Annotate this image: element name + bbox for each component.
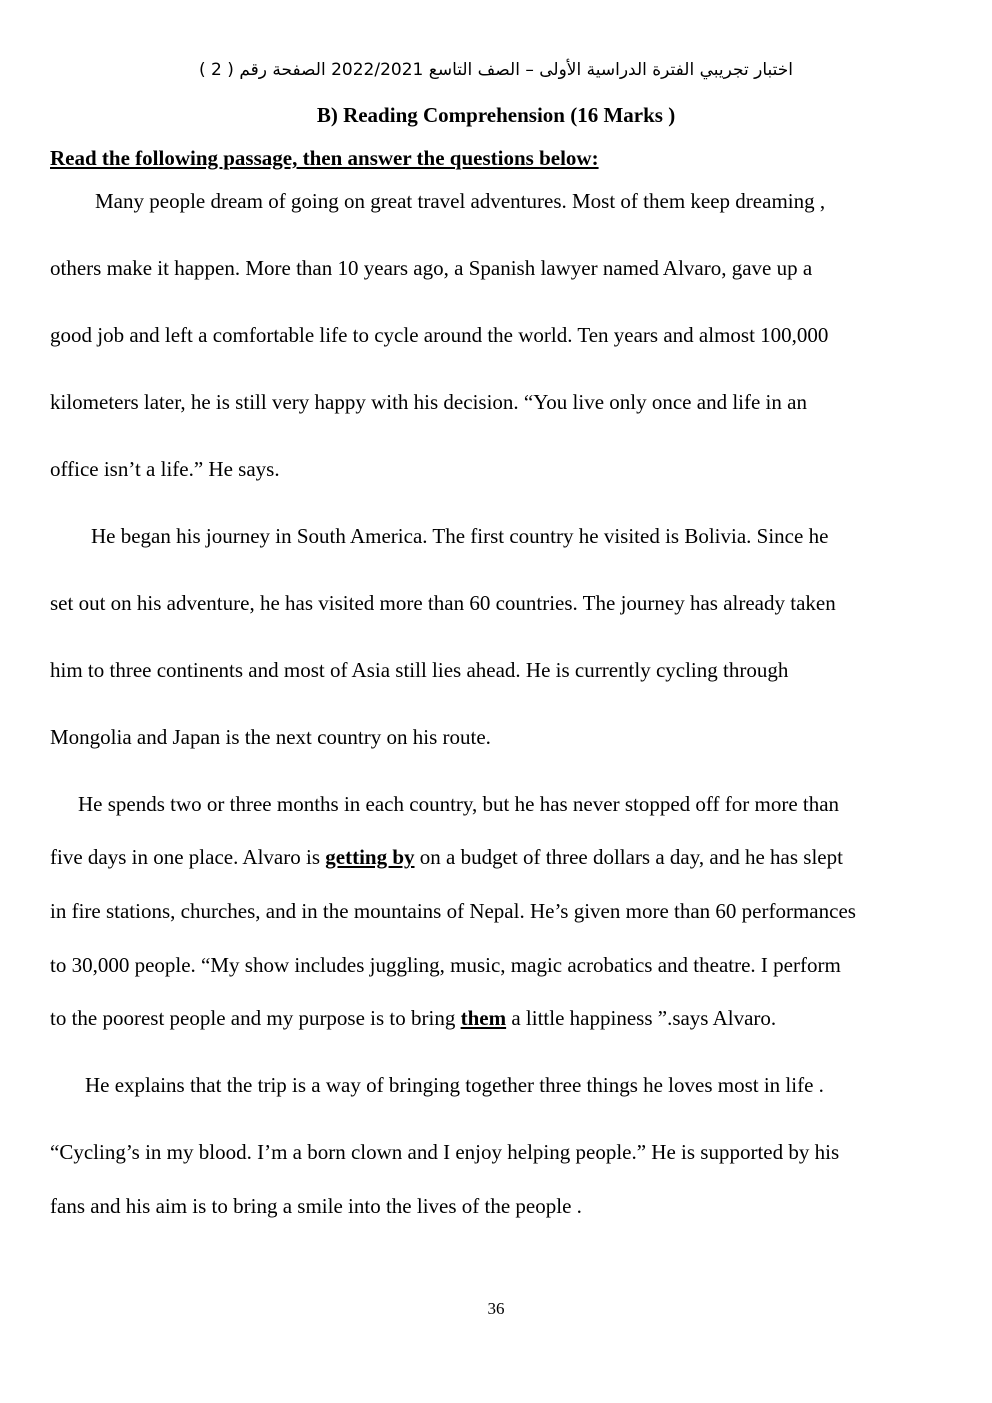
passage-line: office isn’t a life.” He says. [50,457,280,481]
passage-line: He spends two or three months in each country, but he has never stopped off for more than [78,792,840,816]
passage-line: others make it happen. More than 10 years ago, a Spanish lawyer named Alvaro, gave up a [50,256,813,280]
passage-line: set out on his adventure, he has visited more than 60 countries. The journey has already taken [50,591,836,615]
passage-line: in fire stations, churches, and in the mountains of Nepal. He’s given more than 60 performances [50,899,856,923]
arabic-exam-header: اختبار تجريبي الفترة الدراسية الأولى – الصف التاسع 2022/2021 الصفحة رقم ( 2 ) [199,60,793,80]
passage-text: to the poorest people and my purpose is to bring [50,1006,461,1030]
section-title: B) Reading Comprehension (16 Marks ) [316,103,676,127]
passage-line: good job and left a comfortable life to cycle around the world. Ten years and almost 100,000 [50,323,829,347]
keyword-them: them [460,1006,507,1030]
passage-line: to 30,000 people. “My show includes juggling, music, magic acrobatics and theatre. I perform [50,953,841,977]
passage-line: Mongolia and Japan is the next country on his route. [50,725,491,749]
passage-line: fans and his aim is to bring a smile into the lives of the people . [50,1194,582,1218]
passage-line: “Cycling’s in my blood. I’m a born clown and I enjoy helping people.” He is supported by his [50,1140,840,1164]
passage-line: him to three continents and most of Asia still lies ahead. He is currently cycling through [50,658,789,682]
passage-text: five days in one place. Alvaro is [50,845,326,869]
passage-line: He began his journey in South America. The first country he visited is Bolivia. Since he [91,524,829,548]
passage-line [50,1008,776,1029]
keyword-getting-by: getting by [325,845,415,869]
passage-line: He explains that the trip is a way of bringing together three things he loves most in life . [85,1073,824,1097]
passage-line [50,847,843,868]
passage-line: Many people dream of going on great travel adventures. Most of them keep dreaming , [95,189,826,213]
passage-line: kilometers later, he is still very happy with his decision. “You live only once and life in an [50,390,807,414]
passage-text: on a budget of three dollars a day, and he has slept [414,845,843,869]
passage-instruction: Read the following passage, then answer the questions below: [50,146,599,170]
passage-text: a little happiness ”.says Alvaro. [506,1006,777,1030]
page-number: 36 [487,1299,505,1318]
